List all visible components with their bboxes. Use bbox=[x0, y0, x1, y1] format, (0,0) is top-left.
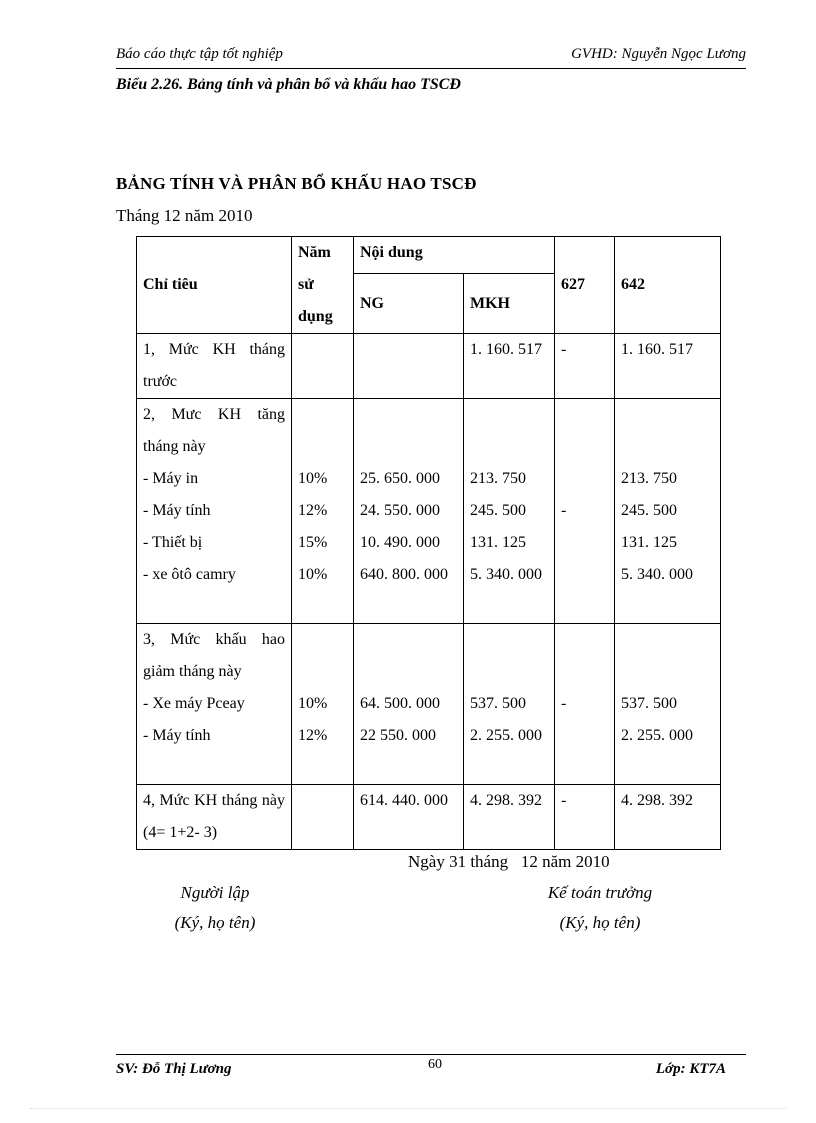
row3-627-value: - bbox=[561, 695, 567, 712]
row2-label-line: tháng này bbox=[143, 438, 206, 455]
table-row bbox=[137, 399, 721, 624]
row2-year: 10% bbox=[298, 566, 328, 583]
table-row bbox=[137, 785, 721, 850]
table-row bbox=[137, 624, 721, 785]
row2-ng bbox=[354, 399, 464, 624]
chief-accountant-title: Kế toán trưởng bbox=[547, 883, 653, 902]
row3-label bbox=[137, 624, 292, 785]
row2-item: - Máy tính bbox=[143, 502, 211, 519]
page-footer bbox=[116, 1054, 746, 1085]
row3-year: 12% bbox=[298, 727, 328, 744]
depreciation-table bbox=[136, 236, 721, 850]
row1-627: - bbox=[555, 334, 615, 399]
row3-mkh-value: 2. 255. 000 bbox=[470, 727, 542, 744]
row2-year: 10% bbox=[298, 470, 328, 487]
row2-mkh-value: 5. 340. 000 bbox=[470, 566, 542, 583]
header-advisor: GVHD: Nguyễn Ngọc Lương bbox=[571, 46, 746, 62]
header-627: 627 bbox=[555, 237, 615, 334]
row2-label-line: 2, Mưc KH tăng bbox=[143, 406, 285, 423]
table-header-row bbox=[137, 237, 721, 274]
row2-year: 12% bbox=[298, 502, 328, 519]
row4-label: 4, Mức KH tháng này (4= 1+2- 3) bbox=[137, 785, 292, 850]
row3-years bbox=[292, 624, 354, 785]
row3-ng-value: 22 550. 000 bbox=[360, 727, 436, 744]
signature-preparer bbox=[150, 883, 280, 933]
row2-year: 15% bbox=[298, 534, 328, 551]
chief-accountant-note: (Ký, họ tên) bbox=[559, 913, 641, 932]
row2-item: - xe ôtô camry bbox=[143, 566, 236, 583]
header-ng: NG bbox=[354, 274, 464, 334]
signature-chief-accountant bbox=[520, 883, 680, 933]
date-line: Ngày 31 tháng 12 năm 2010 bbox=[408, 852, 610, 871]
row3-mkh-value: 537. 500 bbox=[470, 695, 526, 712]
row2-642-value: 131. 125 bbox=[621, 534, 678, 551]
preparer-title: Người lập bbox=[180, 883, 250, 902]
row2-627-value: - bbox=[561, 502, 567, 519]
footer-student: SV: Đỗ Thị Lương bbox=[116, 1061, 232, 1077]
row4-642: 4. 298. 392 bbox=[615, 785, 721, 850]
row3-642 bbox=[615, 624, 721, 785]
row3-label-line: giảm tháng này bbox=[143, 663, 242, 680]
row2-ng-value: 10. 490. 000 bbox=[360, 534, 440, 551]
row2-mkh-value: 131. 125 bbox=[470, 534, 526, 551]
row2-years bbox=[292, 399, 354, 624]
page-bottom-divider bbox=[30, 1108, 786, 1109]
footer-class: Lớp: KT7A bbox=[655, 1061, 726, 1077]
row2-642 bbox=[615, 399, 721, 624]
header-report-title: Báo cáo thực tập tốt nghiệp bbox=[116, 46, 283, 62]
row3-item: - Xe máy Pceay bbox=[143, 695, 245, 712]
row3-627 bbox=[555, 624, 615, 785]
row2-mkh bbox=[464, 399, 555, 624]
page-header bbox=[116, 44, 746, 69]
header-noi-dung: Nội dung bbox=[354, 237, 555, 274]
row4-627: - bbox=[555, 785, 615, 850]
row2-item: - Thiết bị bbox=[143, 534, 203, 551]
row3-642-value: 537. 500 bbox=[621, 695, 678, 712]
table-row bbox=[137, 334, 721, 399]
row2-ng-value: 640. 800. 000 bbox=[360, 566, 448, 583]
preparer-note: (Ký, họ tên) bbox=[174, 913, 256, 932]
row3-label-line: 3, Mức khấu hao bbox=[143, 631, 285, 648]
row3-ng bbox=[354, 624, 464, 785]
row1-ng bbox=[354, 334, 464, 399]
row2-642-value: 213. 750 bbox=[621, 470, 678, 487]
row3-item: - Máy tính bbox=[143, 727, 211, 744]
header-chi-tieu: Chỉ tiêu bbox=[137, 237, 292, 334]
header-nam-su-dung: Năm sử dụng bbox=[292, 237, 354, 334]
row3-mkh bbox=[464, 624, 555, 785]
period-label: Tháng 12 năm 2010 bbox=[116, 206, 253, 225]
row3-year: 10% bbox=[298, 695, 328, 712]
page-number: 60 bbox=[428, 1057, 442, 1072]
row2-item: - Máy in bbox=[143, 470, 199, 487]
row1-label: 1, Mức KH tháng trước bbox=[137, 334, 292, 399]
header-mkh: MKH bbox=[464, 274, 555, 334]
row2-mkh-value: 245. 500 bbox=[470, 502, 526, 519]
row1-642: 1. 160. 517 bbox=[615, 334, 721, 399]
row2-627 bbox=[555, 399, 615, 624]
row2-ng-value: 24. 550. 000 bbox=[360, 502, 440, 519]
table-title: BẢNG TÍNH VÀ PHÂN BỔ KHẤU HAO TSCĐ bbox=[116, 174, 477, 193]
row2-642-value: 5. 340. 000 bbox=[621, 566, 694, 583]
header-642: 642 bbox=[615, 237, 721, 334]
row4-mkh: 4. 298. 392 bbox=[464, 785, 555, 850]
row1-year bbox=[292, 334, 354, 399]
row2-label bbox=[137, 399, 292, 624]
row2-642-value: 245. 500 bbox=[621, 502, 678, 519]
row2-mkh-value: 213. 750 bbox=[470, 470, 526, 487]
row4-ng: 614. 440. 000 bbox=[354, 785, 464, 850]
row3-ng-value: 64. 500. 000 bbox=[360, 695, 440, 712]
row3-642-value: 2. 255. 000 bbox=[621, 727, 694, 744]
row2-ng-value: 25. 650. 000 bbox=[360, 470, 440, 487]
row4-year bbox=[292, 785, 354, 850]
row1-mkh: 1. 160. 517 bbox=[464, 334, 555, 399]
figure-label: Biểu 2.26. Bảng tính và phân bổ và khấu hao TSCĐ bbox=[116, 76, 461, 93]
